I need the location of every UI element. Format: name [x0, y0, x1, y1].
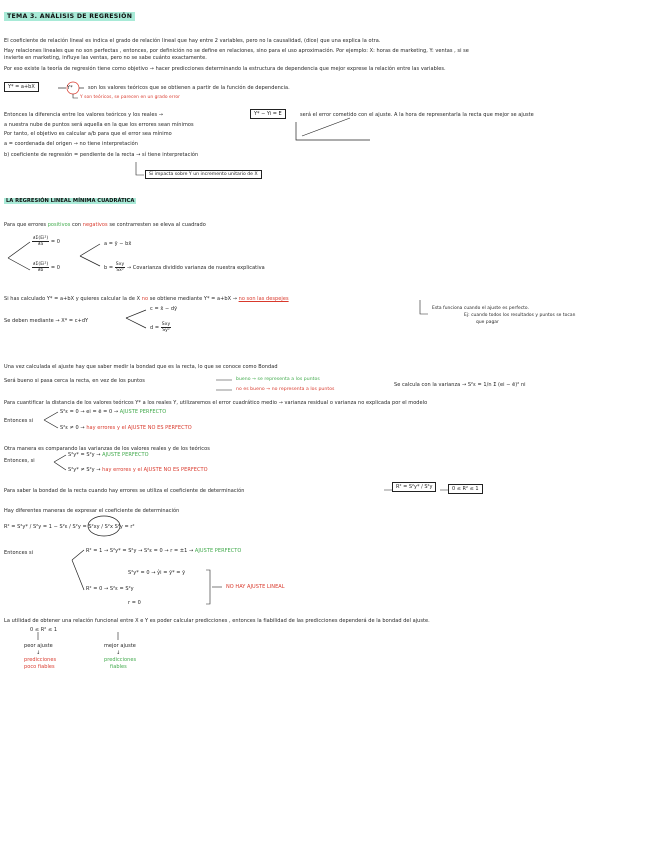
calc-side-2: Ej: cuando todos los resultados y puntos se tocan	[464, 313, 576, 318]
ways-case-2-result: NO HAY AJUSTE LINEAL	[226, 584, 285, 590]
error-line-6-box: Si impacta sobre Y un incremento unitario de X	[145, 170, 262, 179]
fit-line-1: Una vez calculada el ajuste hay que saber medir la bondad que es la recta, lo que se conoce como Bondad	[4, 364, 278, 370]
error-line-3: Por tanto, el objetivo es calcular a/b para que el error sea mínimo	[4, 131, 172, 137]
ways-line-1: Hay diferentes maneras de expresar el coeficiente de determinación	[4, 508, 180, 514]
comp-line-2: Para saber la bondad de la recta cuando hay errores se utiliza el coeficiente de determinación	[4, 488, 245, 494]
model-yhat: Y*	[67, 85, 73, 91]
mco-solution-a: a = ȳ − bx̄	[104, 241, 132, 247]
final-better-pred-2: fiables	[110, 664, 127, 670]
calc-line-1: Si has calculado Y* = a+bX y quieres calcular la de X no se obtiene mediante Y* = a+bX → no son las despejes	[4, 296, 289, 302]
final-better-fit: mejor ajuste	[104, 643, 136, 649]
fit-case-1: S²ε = 0 → ei = ē = 0 → AJUSTE PERFECTO	[60, 409, 167, 415]
final-range: 0 ≤ R² ≤ 1	[30, 627, 58, 633]
error-line-1: Entonces la diferencia entre los valores teóricos y los reales →	[4, 112, 163, 118]
fit-good: bueno → se representa a los puntos	[236, 377, 320, 382]
final-worse-fit: peor ajuste	[24, 643, 53, 649]
fit-case-2: S²ε ≠ 0 → hay errores y el AJUSTE NO ES PERFECTO	[60, 425, 192, 431]
fit-bad: no es bueno → no representa a los puntos	[236, 387, 335, 392]
error-line-5: b) coeficiente de regresión = pendiente de la recta → sí tiene interpretación	[4, 152, 199, 158]
model-formula-box: Y* = a+bX	[4, 82, 39, 92]
mco-eq-2: $\frac{\text{∂Σ(Ei²)}}{\partial b}$ = 0	[33, 262, 60, 273]
ways-case-2-line-3: r = 0	[128, 600, 141, 606]
mco-line-1: Para que errores positivos con negativos se contrarresten se eleva al cuadrado	[4, 222, 206, 228]
final-worse-pred-2: poco fiables	[24, 664, 55, 670]
model-note-2: Y son teóricos, se parecen en un grado error	[80, 95, 180, 100]
ways-case-1: R² = 1 → S²y* = S²y → S²ε = 0 → r = ±1 → AJUSTE PERFECTO	[86, 548, 242, 554]
final-line-1: La utilidad de obtener una relación funcional entre X e Y es poder calcular predicciones , entonces la fiabilidad de las predicciones dependerá de la bondad del ajuste.	[4, 618, 430, 624]
fit-line-2b: Se calcula con la varianza → S²ε = 1/n Σ (ei − ē)² ni	[394, 382, 526, 388]
calc-c-eq: c = x̄ − dȳ	[150, 306, 178, 312]
page-title: TEMA 3. ANÁLISIS DE REGRESIÓN	[4, 12, 135, 21]
mco-solution-b: b = $\frac{\text{Sxy}}{\text{Sx²}}$ → Covarianza dividido varianza de nuestra explicativa	[104, 262, 265, 273]
error-line-2: a nuestra nube de puntos será aquella en la que los errores sean mínimos	[4, 122, 194, 128]
error-box: Y* − Yi = E	[250, 109, 286, 119]
calc-d-eq: d = $\frac{\text{Sxy}}{\text{Sy²}}$	[150, 322, 171, 333]
fit-entonces: Entonces si	[4, 418, 34, 424]
fit-line-2a: Será bueno si pasa cerca la recta, en vez de los puntos	[4, 378, 145, 384]
ways-entonces: Entonces si	[4, 550, 34, 556]
section-2-heading: LA REGRESIÓN LINEAL MÍNIMA CUADRÁTICA	[6, 198, 135, 204]
final-better-arrow: ↓	[116, 650, 121, 656]
ways-equation: R² = S²y* / S²y = 1 − S²ε / S²y = S²xy / S²x S²y = r²	[4, 524, 135, 530]
intro-line-2: Hay relaciones lineales que no son perfectas , entonces, por definición no se define en relaciones, sino para el uso aproximación. Por ejemplo: X: horas de marketing, Y: ventas , si se	[4, 48, 469, 54]
intro-line-1: El coeficiente de relación lineal es indica el grado de relación lineal que hay entre 2 variables, pero no la causalidad, (dice) que una explica la otra.	[4, 38, 381, 44]
calc-side-3: que pagar	[476, 320, 499, 325]
comp-case-1: S²y* = S²y → AJUSTE PERFECTO	[68, 452, 149, 458]
fit-line-3: Para cuantificar la distancia de los valores teóricos Y* a los reales Y, utilizaremos el error cuadrático medio → varianza residual o varianza no explicada por el modelo	[4, 400, 428, 406]
comp-case-2: S²y* ≠ S²y → hay errores y el AJUSTE NO ES PERFECTO	[68, 467, 208, 473]
comp-entonces: Entonces, si	[4, 458, 35, 464]
ways-case-2-line-1: S²y* = 0 → ŷi = ȳ* = ȳ	[128, 570, 186, 576]
comp-line-1: Otra manera es comparando las varianzas de los valores reales y de los teóricos	[4, 446, 210, 452]
calc-line-2: Se deben mediante → X* = c+dY	[4, 318, 89, 324]
final-worse-pred-1: predicciones	[24, 657, 57, 663]
error-line-1b: será el error cometido con el ajuste. A la hora de representarla la recta que mejor se ajuste	[300, 112, 534, 118]
calc-side-1: Esta funciona cuando el ajuste es perfecto.	[432, 306, 530, 311]
final-better-pred-1: predicciones	[104, 657, 137, 663]
ways-case-2-lhs: R² = 0 → S²ε = S²y	[86, 586, 134, 592]
r2-range-box: 0 ≤ R² ≤ 1	[448, 484, 483, 494]
model-note-1: son los valores teóricos que se obtienen a partir de la función de dependencia.	[88, 85, 290, 91]
intro-line-4: Por eso existe la teoría de regresión tiene como objetivo → hacer predicciones determinando la estructura de dependencia que mejor exprese la relación entre las variables.	[4, 66, 446, 72]
r2-formula-box: R² = S²y* / S²y	[392, 482, 436, 492]
error-line-4: a = coordenada del origen → no tiene interpretación	[4, 141, 138, 147]
mco-eq-1: $\frac{\text{∂Σ(Ei²)}}{\partial a}$ = 0	[33, 236, 60, 247]
final-worse-arrow: ↓	[36, 650, 41, 656]
intro-line-3: invierte en marketing, influye las ventas, pero no se sabe cuánto exactamente.	[4, 55, 207, 61]
